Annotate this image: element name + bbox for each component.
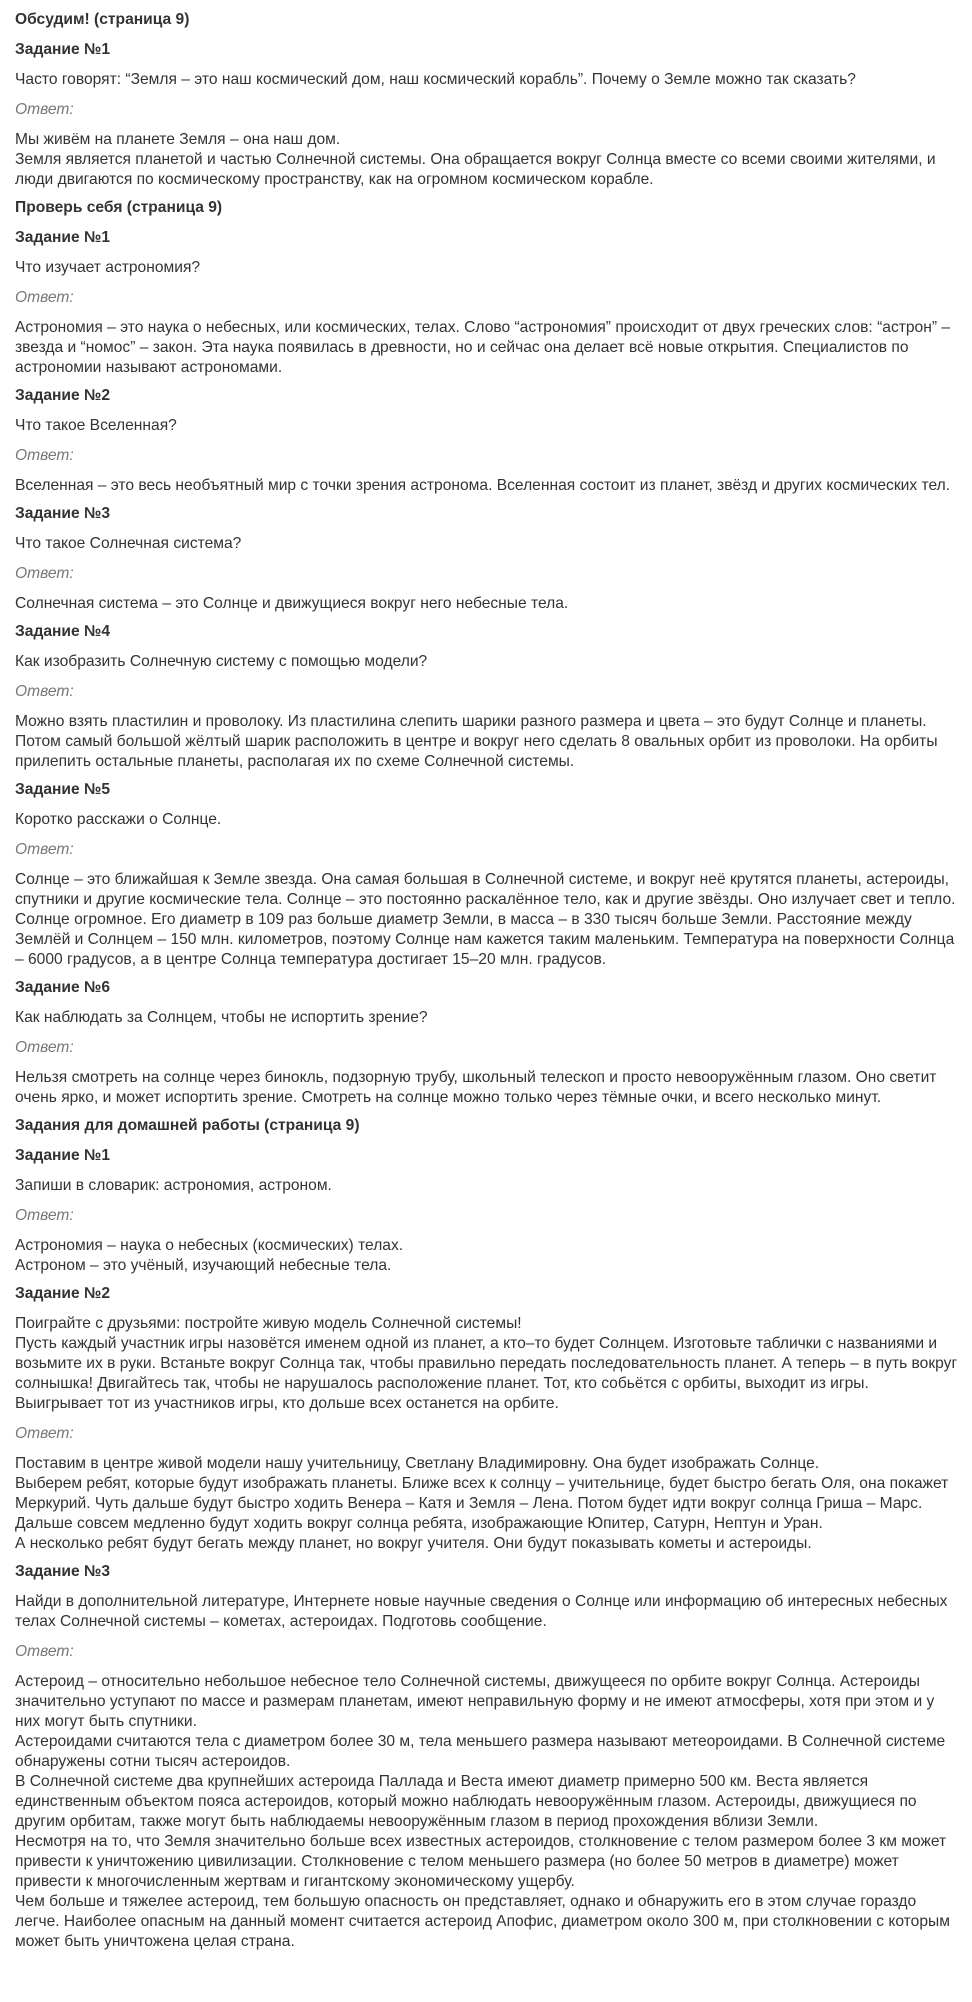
answer-label: Ответ: (15, 101, 74, 118)
answer-paragraph: Нельзя смотреть на солнце через бинокль, подзорную трубу, школьный телескоп и просто невооружённым глазом. Оно светит очень ярко, и может испортить зрение. Смотреть на солнце можно только через тёмные очки, и всего несколько минут. (15, 1069, 937, 1106)
task-question (15, 652, 960, 672)
task-answer (15, 318, 960, 378)
answer-paragraph: В Солнечной системе два крупнейших астероида Паллада и Веста имеют диаметр примерно 500 км. Веста является единственным объектом пояса астероидов, который можно наблюдать невооружённым глазом. Астероиды, движущиеся по другим орбитам, также могут быть наблюдаемы невооружённым глазом в период прохождения вблизи Земли. (15, 1773, 917, 1830)
question-paragraph: Коротко расскажи о Солнце. (15, 811, 222, 828)
task-title: Задание №2 (15, 387, 111, 404)
answer-label: Ответ: (15, 447, 74, 464)
answer-paragraph: Астероидами считаются тела с диаметром более 30 м, тела меньшего размера называют метеороидами. В Солнечной системе обнаружены сотни тысяч астероидов. (15, 1733, 946, 1770)
answer-paragraph: Астроном – это учёный, изучающий небесные тела. (15, 1257, 392, 1274)
task (15, 228, 960, 378)
task-title: Задание №6 (15, 979, 111, 996)
task-answer (15, 712, 960, 772)
answer-paragraph: Солнечная система – это Солнце и движущиеся вокруг него небесные тела. (15, 595, 569, 612)
question-paragraph: Что изучает астрономия? (15, 259, 201, 276)
answer-paragraph: Мы живём на планете Земля – она наш дом. (15, 131, 341, 148)
task-question (15, 1176, 960, 1196)
question-paragraph: Как изобразить Солнечную систему с помощью модели? (15, 653, 428, 670)
answer-label: Ответ: (15, 683, 74, 700)
answer-paragraph: Астрономия – это наука о небесных, или космических, телах. Слово “астрономия” происходит от двух греческих слов: “астрон” – звезда и “номос” – закон. Эта наука появилась в древности, но и сейчас она делает всё новые открытия. Специалистов по астрономии называют астрономами. (15, 319, 951, 376)
question-paragraph: Поиграйте с друзьями: постройте живую модель Солнечной системы! (15, 1315, 522, 1332)
task-answer (15, 476, 960, 496)
answer-paragraph: Земля является планетой и частью Солнечной системы. Она обращается вокруг Солнца вместе со всеми своими жителями, и люди двигаются по космическому пространству, как на огромном космическом корабле. (15, 151, 936, 188)
question-paragraph: Как наблюдать за Солнцем, чтобы не испортить зрение? (15, 1009, 428, 1026)
task-title: Задание №1 (15, 41, 111, 58)
answer-label: Ответ: (15, 1039, 74, 1056)
task-answer (15, 1454, 960, 1554)
task-question (15, 416, 960, 436)
answer-label: Ответ: (15, 289, 74, 306)
section-title: Задания для домашней работы (страница 9) (15, 1117, 360, 1134)
task-question (15, 1592, 960, 1632)
answer-paragraph: Несмотря на то, что Земля значительно больше всех известных астероидов, столкновение с телом размером более 3 км может привести к уничтожению цивилизации. Столкновение с телом меньшего размера (но более 50 метров в диаметре) может привести к многочисленным жертвам и гигантскому экономическому ущербу. (15, 1833, 947, 1890)
task-title: Задание №2 (15, 1285, 111, 1302)
task-question (15, 1314, 960, 1414)
task-question (15, 1008, 960, 1028)
task (15, 1284, 960, 1554)
task-title: Задание №3 (15, 505, 111, 522)
section-title: Проверь себя (страница 9) (15, 199, 223, 216)
answer-label: Ответ: (15, 1643, 74, 1660)
answer-paragraph: Астрономия – наука о небесных (космических) телах. (15, 1237, 404, 1254)
task (15, 40, 960, 190)
task-answer (15, 1236, 960, 1276)
task-question (15, 258, 960, 278)
question-paragraph: Часто говорят: “Земля – это наш космический дом, наш космический корабль”. Почему о Земле можно так сказать? (15, 71, 856, 88)
task-answer (15, 870, 960, 970)
answer-paragraph: Можно взять пластилин и проволоку. Из пластилина слепить шарики разного размера и цвета – это будут Солнце и планеты. Потом самый большой жёлтый шарик расположить в центре и вокруг него сделать 8 овальных орбит из проволоки. На орбиты прилепить остальные планеты, располагая их по схеме Солнечной системы. (15, 713, 938, 770)
task-answer (15, 130, 960, 190)
answer-paragraph: А несколько ребят будут бегать между планет, но вокруг учителя. Они будут показывать кометы и астероиды. (15, 1535, 812, 1552)
answer-label: Ответ: (15, 565, 74, 582)
task (15, 1146, 960, 1276)
answer-label: Ответ: (15, 1207, 74, 1224)
question-paragraph: Что такое Вселенная? (15, 417, 177, 434)
answer-paragraph: Астероид – относительно небольшое небесное тело Солнечной системы, движущееся по орбите вокруг Солнца. Астероиды значительно уступают по массе и размерам планетам, имеют неправильную форму и не имеют атмосферы, хотя при этом и у них могут быть спутники. (15, 1673, 935, 1730)
task-question (15, 70, 960, 90)
task-title: Задание №1 (15, 229, 111, 246)
task-title: Задание №5 (15, 781, 111, 798)
answer-paragraph: Солнце – это ближайшая к Земле звезда. Она самая большая в Солнечной системе, и вокруг неё крутятся планеты, астероиды, спутники и другие космические тела. Солнце – это постоянно раскалённое тело, как и другие звёзды. Оно излучает свет и тепло. (15, 871, 956, 908)
task-title: Задание №4 (15, 623, 111, 640)
task-title: Задание №1 (15, 1147, 111, 1164)
answer-paragraph: Вселенная – это весь необъятный мир с точки зрения астронома. Вселенная состоит из планет, звёзд и других космических тел. (15, 477, 951, 494)
task-question (15, 810, 960, 830)
question-paragraph: Что такое Солнечная система? (15, 535, 242, 552)
question-paragraph: Пусть каждый участник игры назовётся именем одной из планет, а кто–то будет Солнцем. Изготовьте таблички с названиями и возьмите их в руки. Встаньте вокруг Солнца так, чтобы правильно передать последовательность планет. А теперь – в путь вокруг солнышка! Двигайтесь так, чтобы не нарушалось расположение планет. Тот, кто собьётся с орбиты, выходит из игры. Выигрывает тот из участников игры, кто дольше всех останется на орбите. (15, 1335, 958, 1412)
task (15, 386, 960, 496)
section (15, 198, 960, 1108)
answer-label: Ответ: (15, 841, 74, 858)
answer-paragraph: Чем больше и тяжелее астероид, тем большую опасность он представляет, однако и обнаружить его в этом случае гораздо легче. Наиболее опасным на данный момент считается астероид Апофис, диаметром около 300 м, при столкновении с которым может быть уничтожена целая страна. (15, 1893, 950, 1950)
section (15, 10, 960, 190)
task-question (15, 534, 960, 554)
question-paragraph: Найди в дополнительной литературе, Интернете новые научные сведения о Солнце или информацию об интересных небесных телах Солнечной системы – кометах, астероидах. Подготовь сообщение. (15, 1593, 948, 1630)
task-title: Задание №3 (15, 1563, 111, 1580)
answer-label: Ответ: (15, 1425, 74, 1442)
task (15, 780, 960, 970)
question-paragraph: Запиши в словарик: астрономия, астроном. (15, 1177, 332, 1194)
task-answer (15, 1068, 960, 1108)
task (15, 1562, 960, 1952)
task (15, 622, 960, 772)
task (15, 504, 960, 614)
answer-paragraph: Солнце огромное. Его диаметр в 109 раз больше диаметр Земли, в масса – в 330 тысяч больше Земли. Расстояние между Землёй и Солнцем – 150 млн. километров, поэтому Солнце нам кажется таким маленьким. Температура на поверхности Солнца – 6000 градусов, а в центре Солнца температура достигает 15–20 млн. градусов. (15, 911, 955, 968)
task-answer (15, 594, 960, 614)
task-answer (15, 1672, 960, 1952)
section (15, 1116, 960, 1952)
section-title: Обсудим! (страница 9) (15, 11, 190, 28)
answer-paragraph: Выберем ребят, которые будут изображать планеты. Ближе всех к солнцу – учительнице, будет быстро бегать Оля, она покажет Меркурий. Чуть дальше будут быстро ходить Венера – Катя и Земля – Лена. Потом будет идти вокруг солнца Гриша – Марс. Дальше совсем медленно будут ходить вокруг солнца ребята, изображающие Юпитер, Сатурн, Нептун и Уран. (15, 1475, 949, 1532)
answer-paragraph: Поставим в центре живой модели нашу учительницу, Светлану Владимировну. Она будет изображать Солнце. (15, 1455, 820, 1472)
task (15, 978, 960, 1108)
